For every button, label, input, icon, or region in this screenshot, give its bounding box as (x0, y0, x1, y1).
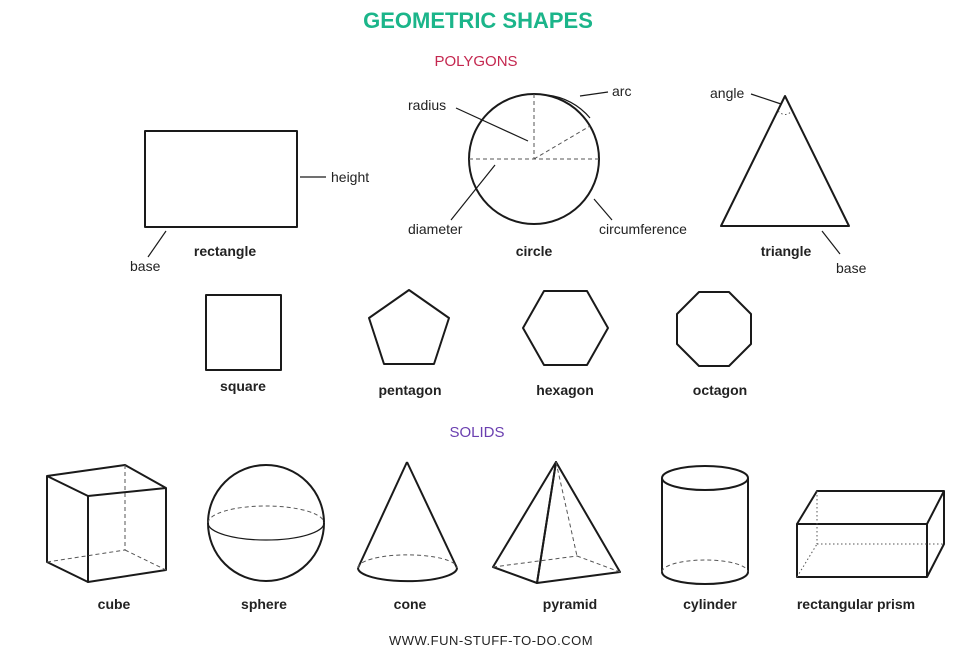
prism-top-edges (797, 491, 944, 524)
cube-label: cube (97, 596, 131, 612)
sphere-equator-front (208, 523, 324, 540)
cylinder-figure (662, 466, 748, 612)
cube-figure (47, 465, 166, 612)
hexagon-label: hexagon (536, 382, 594, 398)
circle-label: circle (515, 243, 553, 259)
base-callout-rect: base (130, 258, 161, 274)
octagon-figure (677, 292, 751, 398)
cone-figure (358, 462, 457, 612)
circle-figure (408, 83, 687, 259)
cylinder-base-back (662, 560, 748, 572)
angle-callout: angle (710, 85, 745, 101)
height-callout: height (331, 169, 370, 185)
diameter-callout: diameter (408, 221, 463, 237)
rectangular-prism-figure (797, 491, 944, 612)
octagon-label: octagon (692, 382, 748, 398)
solids-heading: SOLIDS (449, 424, 505, 441)
pyramid-figure (493, 462, 620, 612)
cube-hidden-left (47, 550, 125, 562)
circle-arc-mark (547, 95, 590, 118)
arc-callout: arc (612, 83, 632, 99)
prism-hidden-diagonal (797, 544, 817, 577)
cylinder-label: cylinder (683, 596, 737, 612)
cylinder-top (662, 466, 748, 490)
radius-callout: radius (408, 97, 447, 113)
cone-right-side (407, 462, 457, 568)
pentagon-shape (369, 290, 449, 364)
cube-front-left (47, 476, 88, 582)
polygons-heading: POLYGONS (434, 53, 518, 70)
pentagon-figure (369, 290, 449, 398)
sphere-label: sphere (241, 596, 287, 612)
triangle-shape (721, 96, 849, 226)
pyramid-front-right (537, 462, 620, 583)
hexagon-shape (523, 291, 608, 365)
pyramid-hidden-right (577, 556, 620, 572)
rectangle-label: rectangle (193, 243, 257, 259)
rectangular-prism-label: rectangular prism (796, 596, 916, 612)
hexagon-figure (523, 291, 608, 398)
circumference-leader (594, 199, 612, 220)
cone-left-side (358, 462, 407, 568)
prism-right-edges (927, 491, 944, 577)
radius-leader (456, 108, 528, 141)
angle-leader (751, 94, 781, 104)
triangle-figure (710, 85, 867, 276)
footer-url: WWW.FUN-STUFF-TO-DO.COM (388, 633, 594, 648)
sphere-shape (208, 465, 324, 581)
arc-leader (580, 92, 608, 96)
cone-base-front (358, 568, 457, 581)
triangle-label: triangle (760, 243, 812, 259)
pentagon-label: pentagon (378, 382, 442, 398)
circumference-callout: circumference (599, 221, 687, 237)
page-title: GEOMETRIC SHAPES (363, 8, 593, 33)
base-leader-rect (148, 231, 166, 257)
cube-front-right (88, 488, 166, 582)
pyramid-hidden-left (493, 556, 577, 567)
cone-label: cone (393, 596, 427, 612)
cylinder-base-front (662, 572, 748, 584)
pyramid-label: pyramid (542, 596, 598, 612)
cube-hidden-right (125, 550, 166, 570)
rectangle-figure (130, 131, 369, 274)
circle-radius-line-2 (534, 126, 590, 159)
square-shape (206, 295, 281, 370)
base-leader-tri (822, 231, 840, 254)
octagon-shape (677, 292, 751, 366)
diameter-leader (451, 165, 495, 220)
base-callout-tri: base (836, 260, 867, 276)
sphere-figure (208, 465, 324, 612)
cone-base-back (358, 555, 457, 568)
triangle-angle-mark (778, 111, 792, 115)
pyramid-hidden-edge (556, 462, 577, 556)
square-figure (206, 295, 281, 394)
rectangle-shape (145, 131, 297, 227)
sphere-equator-back (208, 506, 324, 523)
square-label: square (220, 378, 266, 394)
